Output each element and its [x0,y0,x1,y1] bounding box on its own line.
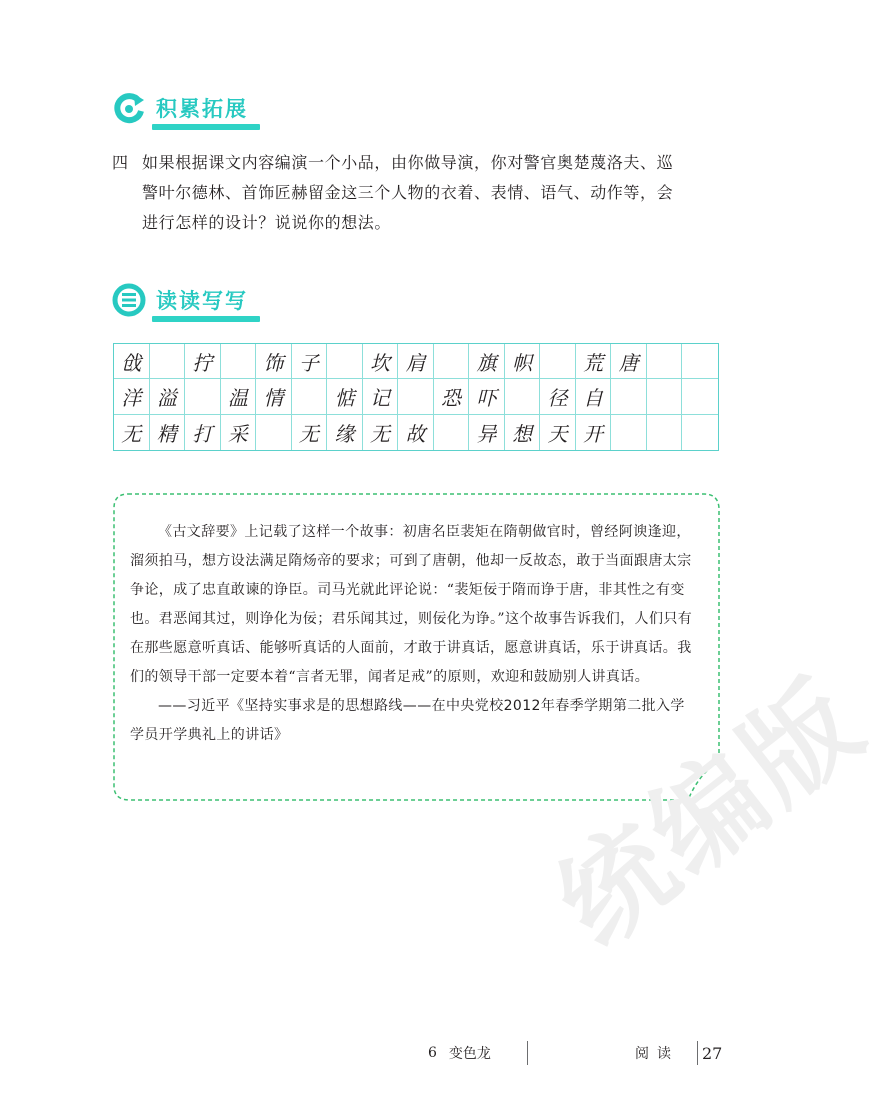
grid-cell: 洋 [114,379,150,414]
grid-cell: 荒 [576,344,612,379]
grid-cell [398,379,434,414]
grid-cell [185,379,221,414]
exercise-line-2: 警叶尔德林、首饰匠赫留金这三个人物的衣着、表情、语气、动作等，会 [142,183,674,202]
grid-cell [221,344,257,379]
section-header-accumulate [112,88,254,128]
exercise-number: 四 [112,153,129,172]
grid-cell: 无 [114,415,150,450]
grid-cell [292,379,328,414]
grid-cell: 惦 [327,379,363,414]
grid-cell: 唐 [611,344,647,379]
lesson-number: 6 [428,1045,437,1061]
section-title: 读读写写 [156,289,248,313]
grid-cell: 拧 [185,344,221,379]
grid-cell: 旗 [469,344,505,379]
footer-lesson [428,1038,528,1068]
grid-cell: 记 [363,379,399,414]
grid-cell: 异 [469,415,505,450]
grid-cell: 帜 [505,344,541,379]
grid-cell: 无 [363,415,399,450]
grid-cell [682,415,718,450]
grid-cell: 坎 [363,344,399,379]
grid-cell [505,379,541,414]
grid-cell: 采 [221,415,257,450]
section-title-wrap [156,285,254,315]
title-underline [152,316,260,322]
grid-cell: 恐 [434,379,470,414]
grid-cell: 开 [576,415,612,450]
refresh-arrow-icon [112,91,146,125]
grid-cell: 缘 [327,415,363,450]
grid-cell: 天 [540,415,576,450]
grid-cell: 径 [540,379,576,414]
exercise-line-3: 进行怎样的设计？说说你的想法。 [142,213,392,232]
grid-cell: 子 [292,344,328,379]
quote-text [130,518,695,750]
grid-cell: 温 [221,379,257,414]
grid-cell: 肩 [398,344,434,379]
exercise-four [112,148,727,238]
grid-cell: 情 [256,379,292,414]
grid-cell [647,415,683,450]
grid-cell: 饰 [256,344,292,379]
grid-cell [682,379,718,414]
grid-cell [647,344,683,379]
grid-cell: 想 [505,415,541,450]
footer-divider [697,1041,698,1065]
grid-cell: 无 [292,415,328,450]
grid-cell: 故 [398,415,434,450]
grid-cell: 戗 [114,344,150,379]
section-title-wrap [156,93,254,123]
grid-cell [682,344,718,379]
grid-cell [540,344,576,379]
grid-cell [434,344,470,379]
quote-paragraph: 《古文辞要》上记载了这样一个故事：初唐名臣裴矩在隋朝做官时，曾经阿谀逢迎，溜须拍马，想方设法满足隋炀帝的要求；可到了唐朝，他却一反故态，敢于当面跟唐太宗争论，成了忠直敢谏的诤臣。司马光就此评论说：“裴矩佞于隋而诤于唐，非其性之有变也。君恶闻其过，则诤化为佞；君乐闻其过，则佞化为诤。”这个故事告诉我们，人们只有在那些愿意听真话、能够听真话的人面前，才敢于讲真话，愿意讲真话，乐于讲真话。我们的领导干部一定要本着“言者无罪，闻者足戒”的原则，欢迎和鼓励别人讲真话。 [130,524,693,685]
grid-cell [150,344,186,379]
grid-cell: 自 [576,379,612,414]
grid-cell [647,379,683,414]
page-number: 27 [702,1043,723,1063]
grid-cell: 吓 [469,379,505,414]
three-lines-icon [112,283,146,317]
practice-grid [113,343,719,451]
lesson-title: 变色龙 [448,1046,491,1062]
grid-cell [434,415,470,450]
footer-section-name: 阅读 [635,1046,679,1062]
watermark: 统编版 [534,654,888,970]
grid-cell [611,379,647,414]
quote-source: ——习近平《坚持实事求是的思想路线——在中央党校2012年春季学期第二批入学学员开学典礼上的讲话》 [130,698,685,743]
section-header-read-write [112,280,254,320]
section-title: 积累拓展 [156,97,248,121]
footer-divider [527,1041,528,1065]
footer-section [635,1038,698,1068]
exercise-line-1 [112,148,727,178]
grid-cell [256,415,292,450]
exercise-text-1: 如果根据课文内容编演一个小品，由你做导演，你对警官奥楚蔑洛夫、巡 [142,153,674,172]
grid-cell: 打 [185,415,221,450]
grid-cell [327,344,363,379]
title-underline [152,124,260,130]
grid-cell: 溢 [150,379,186,414]
grid-cell [611,415,647,450]
grid-cell: 精 [150,415,186,450]
